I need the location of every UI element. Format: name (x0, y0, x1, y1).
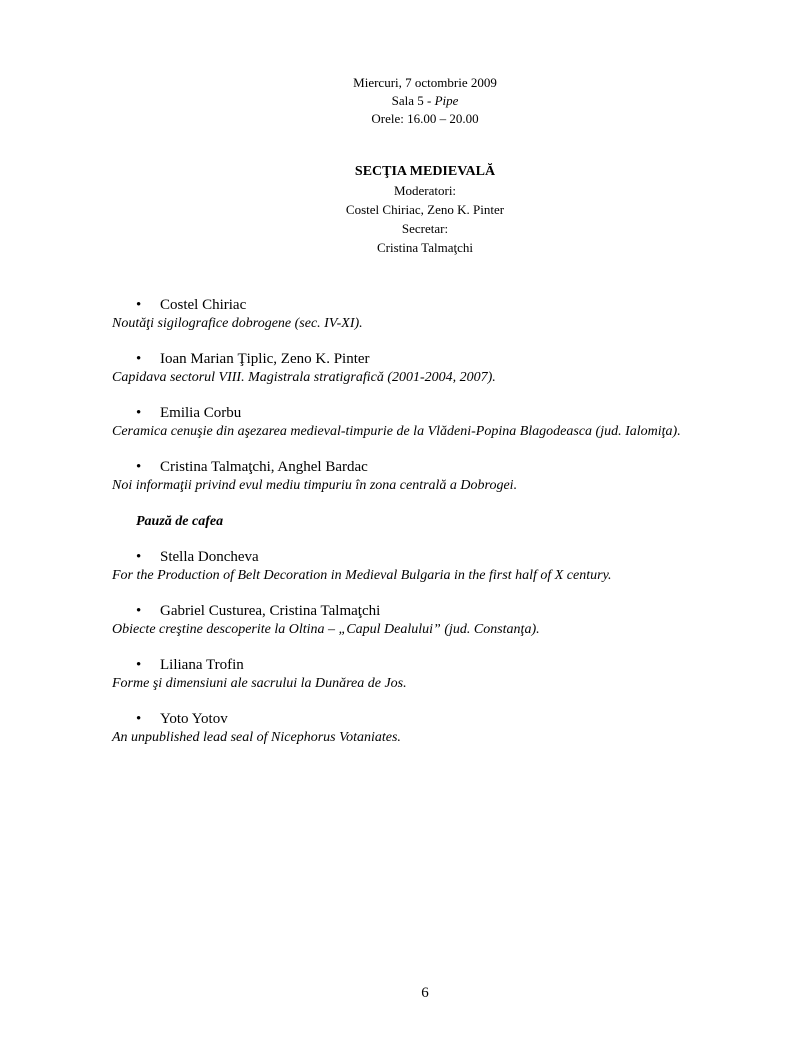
bullet-icon: • (136, 459, 142, 475)
bullet-icon: • (136, 711, 142, 727)
list-item (112, 404, 772, 441)
speaker-name: Costel Chiriac (160, 297, 247, 313)
speaker-line (112, 602, 772, 621)
secretary-name: Cristina Talmaţchi (377, 240, 473, 255)
section-title: SECŢIA MEDIEVALĂ (354, 164, 496, 179)
bullet-icon: • (136, 351, 142, 367)
list-item (112, 548, 772, 585)
list-item (112, 458, 772, 495)
secretary-label: Secretar: (401, 221, 449, 236)
page-number: 6 (421, 985, 429, 1001)
session-header (0, 74, 812, 128)
session-hours: Orele: 16.00 – 20.00 (371, 111, 479, 126)
speaker-line (112, 296, 772, 315)
list-item (112, 656, 772, 693)
talk-title: Noi informaţii privind evul mediu timpuriu în zona centrală a Dobrogei. (112, 478, 518, 493)
bullet-icon: • (136, 603, 142, 619)
talk-title: Noutăţi sigilografice dobrogene (sec. IV-XI). (112, 316, 363, 331)
talk-title: Ceramica cenuşie din aşezarea medieval-timpurie de la Vlădeni-Popina Blagodeasca (jud. Ialomiţa). (112, 424, 681, 439)
session-room (0, 92, 812, 110)
speaker-line (112, 458, 772, 477)
talk-title: Forme şi dimensiuni ale sacrului la Dunărea de Jos. (112, 676, 407, 691)
room-name: Pipe (434, 93, 459, 108)
session-date: Miercuri, 7 octombrie 2009 (353, 75, 497, 90)
speaker-line (112, 350, 772, 369)
talk-title: For the Production of Belt Decoration in Medieval Bulgaria in the first half of X century. (112, 568, 612, 583)
room-prefix: Sala 5 - (391, 93, 435, 108)
program-list (112, 296, 772, 764)
bullet-icon: • (136, 549, 142, 565)
bullet-icon: • (136, 297, 142, 313)
speaker-name: Liliana Trofin (160, 657, 244, 673)
speaker-name: Cristina Talmaţchi, Anghel Bardac (160, 459, 368, 475)
speaker-name: Ioan Marian Ţiplic, Zeno K. Pinter (160, 351, 370, 367)
bullet-icon: • (136, 405, 142, 421)
moderators-names: Costel Chiriac, Zeno K. Pinter (345, 202, 505, 217)
speaker-name: Stella Doncheva (160, 549, 259, 565)
list-item (112, 296, 772, 333)
talk-title: An unpublished lead seal of Nicephorus Votaniates. (112, 730, 401, 745)
speaker-name: Emilia Corbu (160, 405, 242, 421)
speaker-line (112, 404, 772, 423)
section-block (0, 162, 812, 257)
list-item (112, 350, 772, 387)
moderators-label: Moderatori: (393, 183, 457, 198)
speaker-line (112, 656, 772, 675)
speaker-line (112, 548, 772, 567)
speaker-name: Yoto Yotov (160, 711, 228, 727)
coffee-break-label: Pauză de cafea (136, 514, 224, 529)
speaker-name: Gabriel Custurea, Cristina Talmaţchi (160, 603, 381, 619)
talk-title: Capidava sectorul VIII. Magistrala stratigrafică (2001-2004, 2007). (112, 370, 496, 385)
bullet-icon: • (136, 657, 142, 673)
talk-title: Obiecte creştine descoperite la Oltina – „Capul Dealului” (jud. Constanţa). (112, 622, 540, 637)
list-item (112, 602, 772, 639)
list-item (112, 710, 772, 747)
speaker-line (112, 710, 772, 729)
